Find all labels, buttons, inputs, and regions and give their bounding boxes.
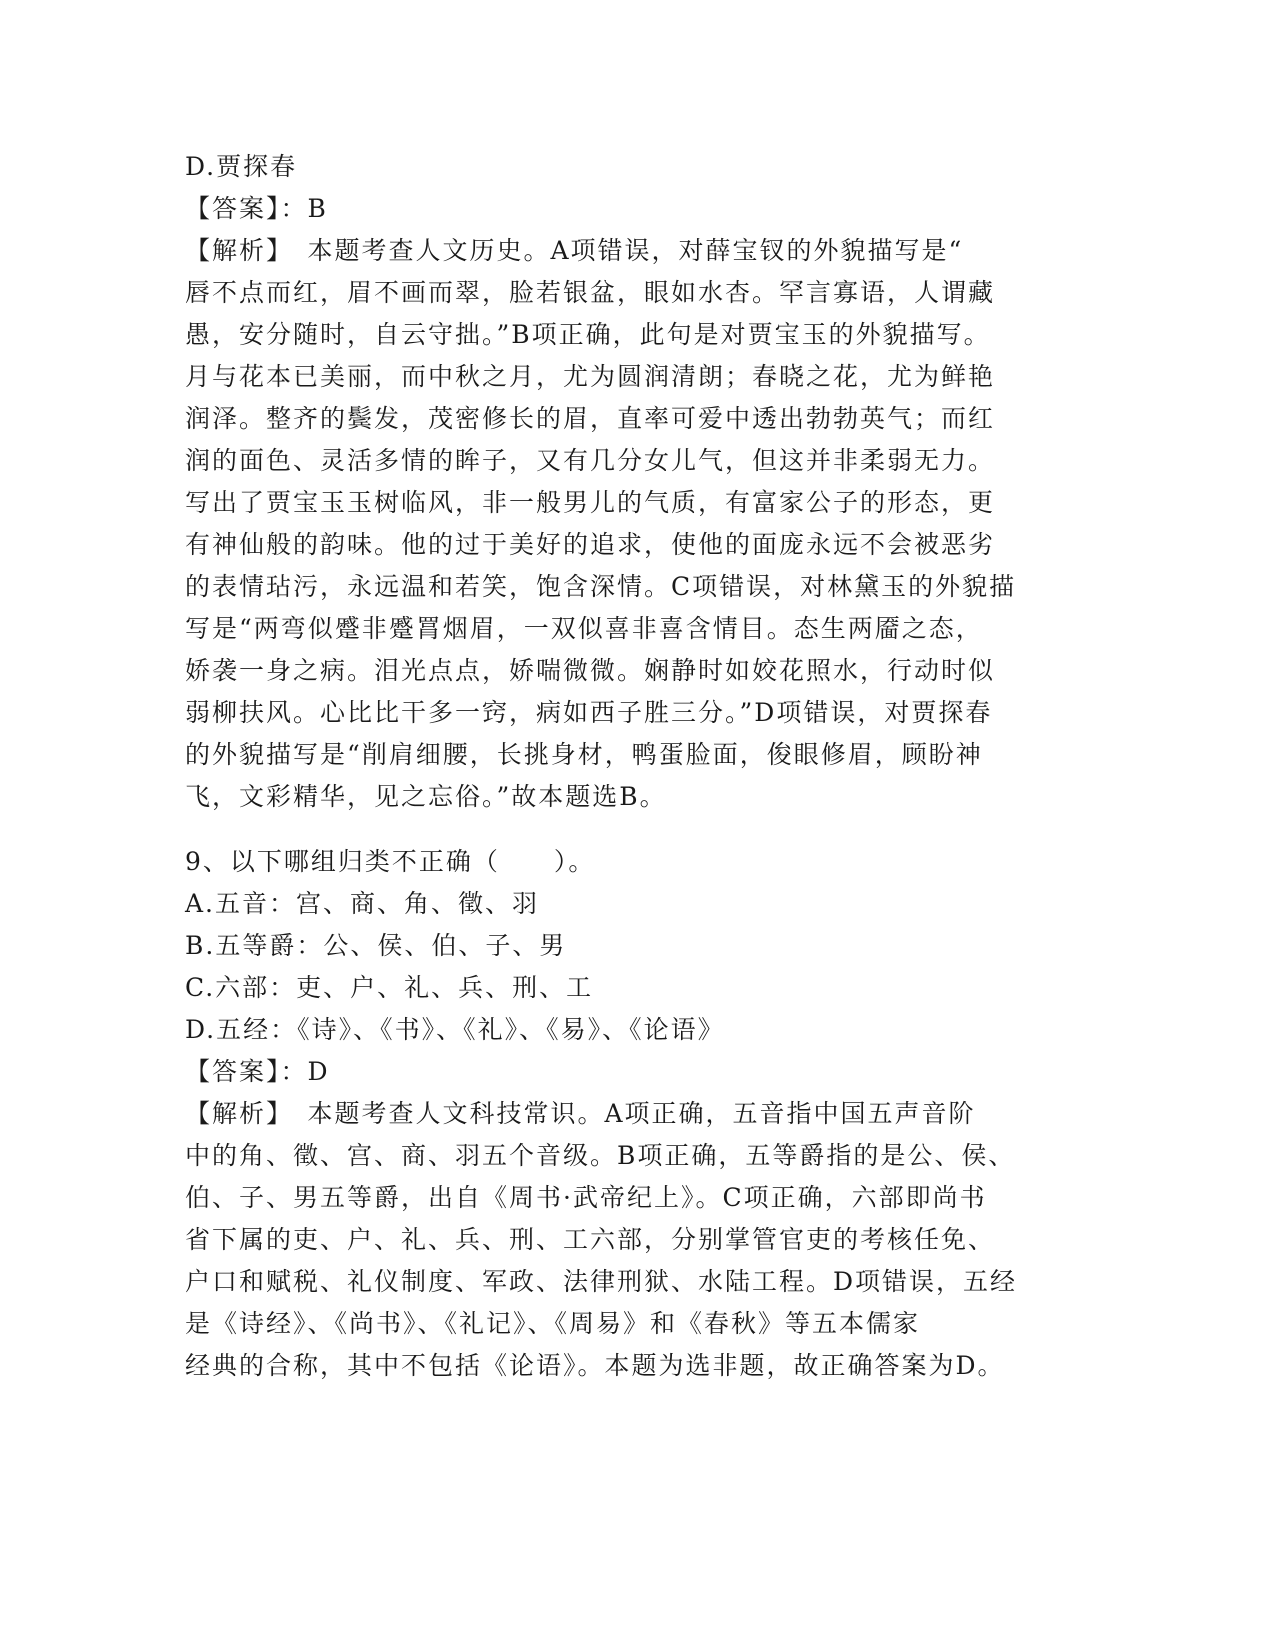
analysis-line: 润的面色、灵活多情的眸子，又有几分女儿气，但这并非柔弱无力。 [185,446,996,475]
document-body [185,146,1055,1387]
analysis-block [185,230,1055,818]
analysis-line: 弱柳扶风。心比比干多一窍，病如西子胜三分。”D项错误，对贾探春 [185,698,993,727]
analysis-line: 月与花本已美丽，而中秋之月，尤为圆润清朗；春晓之花，尤为鲜艳 [185,362,996,391]
analysis-line: 娇袭一身之病。泪光点点，娇喘微微。娴静时如姣花照水，行动时似 [185,656,996,685]
analysis-line: 写出了贾宝玉玉树临风，非一般男儿的气质，有富家公子的形态，更 [185,488,996,517]
answer-line: 【答案】：B [185,194,328,223]
option-c: C.六部：吏、户、礼、兵、刑、工 [185,973,594,1002]
analysis-line: 中的角、徵、宫、商、羽五个音级。B项正确，五等爵指的是公、侯、 [185,1141,1016,1170]
option-a: A.五音：宫、商、角、徵、羽 [185,889,540,918]
analysis-line: 伯、子、男五等爵，出自《周书·武帝纪上》。C项正确，六部即尚书 [185,1183,987,1212]
analysis-line: 愚，安分随时，自云守拙。”B项正确，此句是对贾宝玉的外貌描写。 [185,320,991,349]
analysis-line: 【解析】 本题考查人文科技常识。A项正确，五音指中国五声音阶 [185,1099,976,1128]
answer-line: 【答案】：D [185,1057,330,1086]
analysis-line: 飞，文彩精华，见之忘俗。”故本题选B。 [185,782,667,811]
analysis-line: 省下属的吏、户、礼、兵、刑、工六部，分别掌管官吏的考核任免、 [185,1225,996,1254]
question-text: 9、以下哪组归类不正确（ ）。 [185,847,596,876]
analysis-line: 润泽。整齐的鬓发，茂密修长的眉，直率可爱中透出勃勃英气；而红 [185,404,996,433]
analysis-line: 有神仙般的韵味。他的过于美好的追求，使他的面庞永远不会被恶劣 [185,530,996,559]
question-9-section [185,841,1055,1387]
analysis-line: 户口和赋税、礼仪制度、军政、法律刑狱、水陆工程。D项错误，五经 [185,1267,1018,1296]
analysis-line: 经典的合称，其中不包括《论语》。本题为选非题，故正确答案为D。 [185,1351,1005,1380]
analysis-block [185,1093,1055,1387]
analysis-line: 唇不点而红，眉不画而翠，脸若银盆，眼如水杏。罕言寡语，人谓藏 [185,278,996,307]
analysis-line: 写是“两弯似蹙非蹙罥烟眉，一双似喜非喜含情目。态生两靥之态， [185,614,983,643]
analysis-line: 是《诗经》、《尚书》、《礼记》、《周易》和《春秋》等五本儒家 [185,1309,921,1338]
analysis-line: 的表情玷污，永远温和若笑，饱含深情。C项错误，对林黛玉的外貌描 [185,572,1017,601]
analysis-line: 【解析】 本题考查人文历史。A项错误，对薛宝钗的外貌描写是“ [185,236,964,265]
analysis-line: 的外貌描写是“削肩细腰，长挑身材，鸭蛋脸面，俊眼修眉，顾盼神 [185,740,983,769]
option-d: D.五经：《诗》、《书》、《礼》、《易》、《论语》 [185,1015,725,1044]
option-b: B.五等爵：公、侯、伯、子、男 [185,931,567,960]
option-d: D.贾探春 [185,152,298,181]
question-8-section [185,146,1055,818]
section-spacer [185,818,1055,841]
